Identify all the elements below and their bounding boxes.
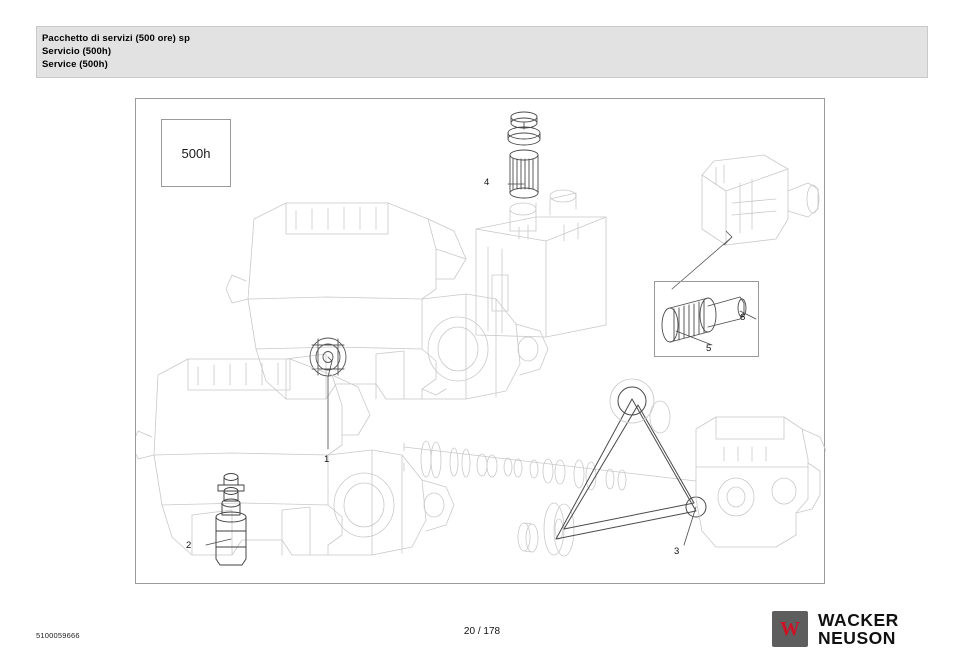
service-interval-label: 500h <box>181 145 211 161</box>
parts-diagram <box>135 98 825 584</box>
callout-4: 4 <box>484 177 490 188</box>
brand-logo-text <box>818 611 899 647</box>
callout-2: 2 <box>186 540 192 551</box>
header-title-es: Servicio (500h) <box>42 46 112 57</box>
wacker-neuson-mark-icon <box>772 611 808 647</box>
brand-name-line1: WACKER <box>818 610 899 630</box>
header-title-en: Service (500h) <box>42 59 108 70</box>
document-part-number: 5100059666 <box>36 631 80 640</box>
service-interval-box <box>161 119 231 187</box>
header-band <box>36 26 928 78</box>
callout-3: 3 <box>674 546 680 557</box>
callout-5: 5 <box>706 343 712 354</box>
callout-1: 1 <box>324 454 330 465</box>
brand-name-line2: NEUSON <box>818 628 896 648</box>
header-title-it: Pacchetto di servizi (500 ore) sp <box>42 33 190 44</box>
page-indicator: 20 / 178 <box>463 626 501 637</box>
callout-6: 6 <box>740 312 746 323</box>
logo-mark-letter: W <box>780 618 800 640</box>
brand-logo <box>772 606 942 652</box>
